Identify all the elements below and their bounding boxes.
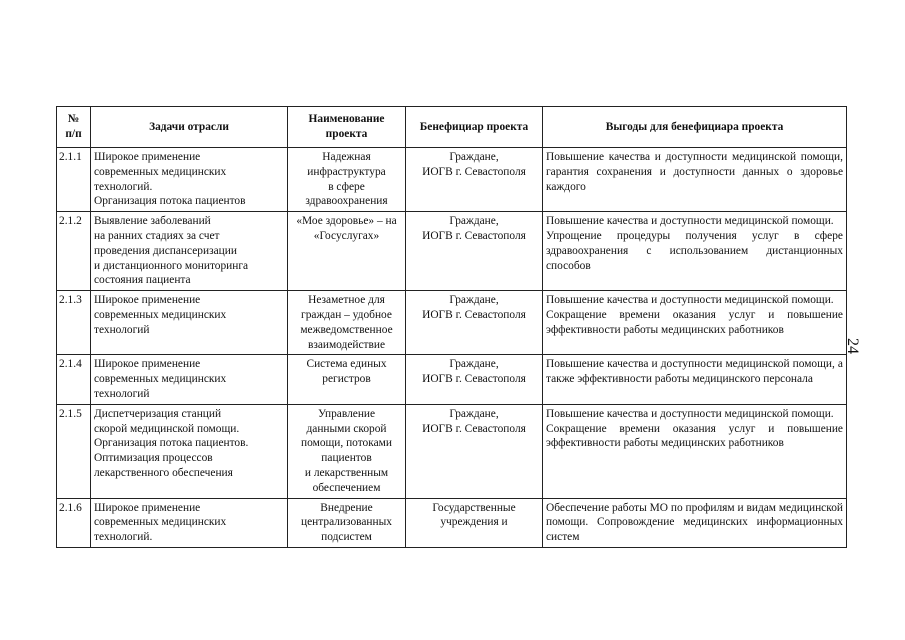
project-cell bbox=[288, 212, 406, 291]
project-cell-line: Внедрение bbox=[320, 501, 373, 514]
benefits-cell bbox=[543, 404, 847, 498]
benefits-cell-line: Повышение качества и доступности медицинской помощи, а также эффективности работы медицинского персонала bbox=[546, 358, 843, 386]
table-header-row bbox=[57, 107, 847, 148]
benefits-cell bbox=[543, 212, 847, 291]
project-cell-line: централизованных bbox=[301, 516, 392, 529]
project-cell-line: в сфере bbox=[328, 180, 365, 193]
task-cell bbox=[91, 498, 288, 547]
benefits-cell bbox=[543, 498, 847, 547]
task-cell bbox=[91, 355, 288, 404]
table-row bbox=[57, 291, 847, 355]
task-cell-line: Широкое применение bbox=[94, 358, 201, 371]
table-row bbox=[57, 498, 847, 547]
table-row bbox=[57, 212, 847, 291]
row-number: 2.1.3 bbox=[57, 291, 91, 355]
project-cell-line: Управление bbox=[317, 407, 376, 420]
benefits-cell bbox=[543, 355, 847, 404]
header-beneficiary: Бенефициар проекта bbox=[406, 107, 543, 148]
task-cell-line: современных медицинских bbox=[94, 373, 227, 386]
projects-table bbox=[56, 106, 847, 548]
benefits-cell-line: Обеспечение работы МО по профилям и видам медицинской помощи. Сопровождение медицинских информационных систем bbox=[546, 501, 843, 544]
task-cell-line: технологий. bbox=[94, 531, 153, 544]
beneficiary-cell-line: учреждения и bbox=[440, 516, 508, 529]
benefits-cell-line: Сокращение времени оказания услуг и повышение эффективности работы медицинских работников bbox=[546, 308, 843, 336]
beneficiary-cell-line: Граждане, bbox=[449, 151, 499, 163]
project-cell bbox=[288, 404, 406, 498]
beneficiary-cell bbox=[406, 212, 543, 291]
beneficiary-cell bbox=[406, 148, 543, 212]
task-cell-line: и дистанционного мониторинга bbox=[94, 259, 249, 272]
task-cell-line: технологий bbox=[94, 323, 150, 336]
task-cell-line: Организация потока пациентов. bbox=[94, 437, 249, 450]
project-cell bbox=[288, 498, 406, 547]
beneficiary-cell-line: ИОГВ г. Севастополя bbox=[422, 308, 526, 321]
beneficiary-cell-line: Государственные bbox=[432, 501, 516, 514]
task-cell bbox=[91, 148, 288, 212]
beneficiary-cell-line: Граждане, bbox=[449, 215, 499, 228]
project-cell-line: межведомственное bbox=[300, 323, 393, 336]
project-cell-line: Незаметное для bbox=[308, 294, 385, 307]
beneficiary-cell-line: Граждане, bbox=[449, 407, 499, 420]
beneficiary-cell-line: ИОГВ г. Севастополя bbox=[422, 422, 526, 435]
task-cell bbox=[91, 404, 288, 498]
project-cell bbox=[288, 355, 406, 404]
task-cell-line: современных медицинских bbox=[94, 165, 227, 178]
beneficiary-cell-line: Граждане, bbox=[449, 294, 499, 307]
task-cell bbox=[91, 212, 288, 291]
task-cell-line: Широкое применение bbox=[94, 501, 201, 514]
project-cell-line: пациентов bbox=[321, 452, 372, 465]
task-cell-line: Оптимизация процессов bbox=[94, 452, 213, 465]
benefits-cell-line: Повышение качества и доступности медицинской помощи, гарантия сохранения и доступности данных о здоровье каждого bbox=[546, 151, 843, 193]
project-cell-line: «Мое здоровье» – на bbox=[296, 215, 397, 228]
beneficiary-cell-line: Граждане, bbox=[449, 358, 499, 371]
benefits-cell bbox=[543, 148, 847, 212]
task-cell-line: Широкое применение bbox=[94, 151, 201, 163]
benefits-cell-line: Сокращение времени оказания услуг и повышение эффективности работы медицинских работников bbox=[546, 422, 843, 450]
project-cell-line: помощи, потоками bbox=[301, 437, 392, 450]
project-cell-line: Система единых bbox=[306, 358, 387, 371]
task-cell-line: технологий. bbox=[94, 180, 153, 193]
project-cell-line: инфраструктура bbox=[307, 165, 386, 178]
task-cell-line: Организация потока пациентов bbox=[94, 195, 246, 208]
project-cell-line: подсистем bbox=[321, 531, 372, 544]
header-benefits: Выгоды для бенефициара проекта bbox=[543, 107, 847, 148]
project-cell-line: обеспечением bbox=[312, 481, 381, 494]
project-cell bbox=[288, 291, 406, 355]
task-cell-line: проведения диспансеризации bbox=[94, 244, 237, 257]
row-number: 2.1.1 bbox=[57, 148, 91, 212]
project-cell-line: регистров bbox=[322, 373, 371, 386]
beneficiary-cell-line: ИОГВ г. Севастополя bbox=[422, 373, 526, 386]
row-number: 2.1.5 bbox=[57, 404, 91, 498]
table-row bbox=[57, 148, 847, 212]
project-cell bbox=[288, 148, 406, 212]
project-cell-line: взаимодействие bbox=[307, 338, 386, 351]
project-cell-line: здравоохранения bbox=[305, 195, 388, 208]
beneficiary-cell bbox=[406, 498, 543, 547]
beneficiary-cell bbox=[406, 404, 543, 498]
project-cell-line: «Госуслугах» bbox=[313, 229, 380, 242]
header-project: Наименование проекта bbox=[288, 107, 406, 148]
task-cell bbox=[91, 291, 288, 355]
beneficiary-cell-line: ИОГВ г. Севастополя bbox=[422, 229, 526, 242]
table-row bbox=[57, 404, 847, 498]
task-cell-line: состояния пациента bbox=[94, 274, 191, 287]
table-row bbox=[57, 355, 847, 404]
benefits-cell bbox=[543, 291, 847, 355]
task-cell-line: скорой медицинской помощи. bbox=[94, 422, 240, 435]
header-tasks: Задачи отрасли bbox=[91, 107, 288, 148]
benefits-cell-line: Повышение качества и доступности медицинской помощи. bbox=[546, 215, 834, 228]
task-cell-line: технологий bbox=[94, 387, 150, 400]
benefits-cell-line: Упрощение процедуры получения услуг в сфере здравоохранения с использованием дистанционных способов bbox=[546, 229, 843, 272]
task-cell-line: Диспетчеризация станций bbox=[94, 407, 222, 420]
task-cell-line: лекарственного обеспечения bbox=[94, 466, 233, 479]
row-number: 2.1.2 bbox=[57, 212, 91, 291]
row-number: 2.1.4 bbox=[57, 355, 91, 404]
beneficiary-cell bbox=[406, 355, 543, 404]
page-number: 24 bbox=[844, 338, 861, 354]
project-cell-line: граждан – удобное bbox=[301, 308, 392, 321]
beneficiary-cell-line: ИОГВ г. Севастополя bbox=[422, 165, 526, 178]
row-number: 2.1.6 bbox=[57, 498, 91, 547]
benefits-cell-line: Повышение качества и доступности медицинской помощи. bbox=[546, 407, 834, 420]
project-cell-line: и лекарственным bbox=[304, 466, 389, 479]
project-cell-line: данными скорой bbox=[306, 422, 387, 435]
project-cell-line: Надежная bbox=[322, 151, 371, 163]
task-cell-line: на ранних стадиях за счет bbox=[94, 229, 220, 242]
header-number: № п/п bbox=[57, 107, 91, 148]
task-cell-line: современных медицинских bbox=[94, 516, 227, 529]
beneficiary-cell bbox=[406, 291, 543, 355]
benefits-cell-line: Повышение качества и доступности медицинской помощи. bbox=[546, 294, 834, 307]
task-cell-line: современных медицинских bbox=[94, 308, 227, 321]
task-cell-line: Широкое применение bbox=[94, 294, 201, 307]
task-cell-line: Выявление заболеваний bbox=[94, 215, 211, 228]
